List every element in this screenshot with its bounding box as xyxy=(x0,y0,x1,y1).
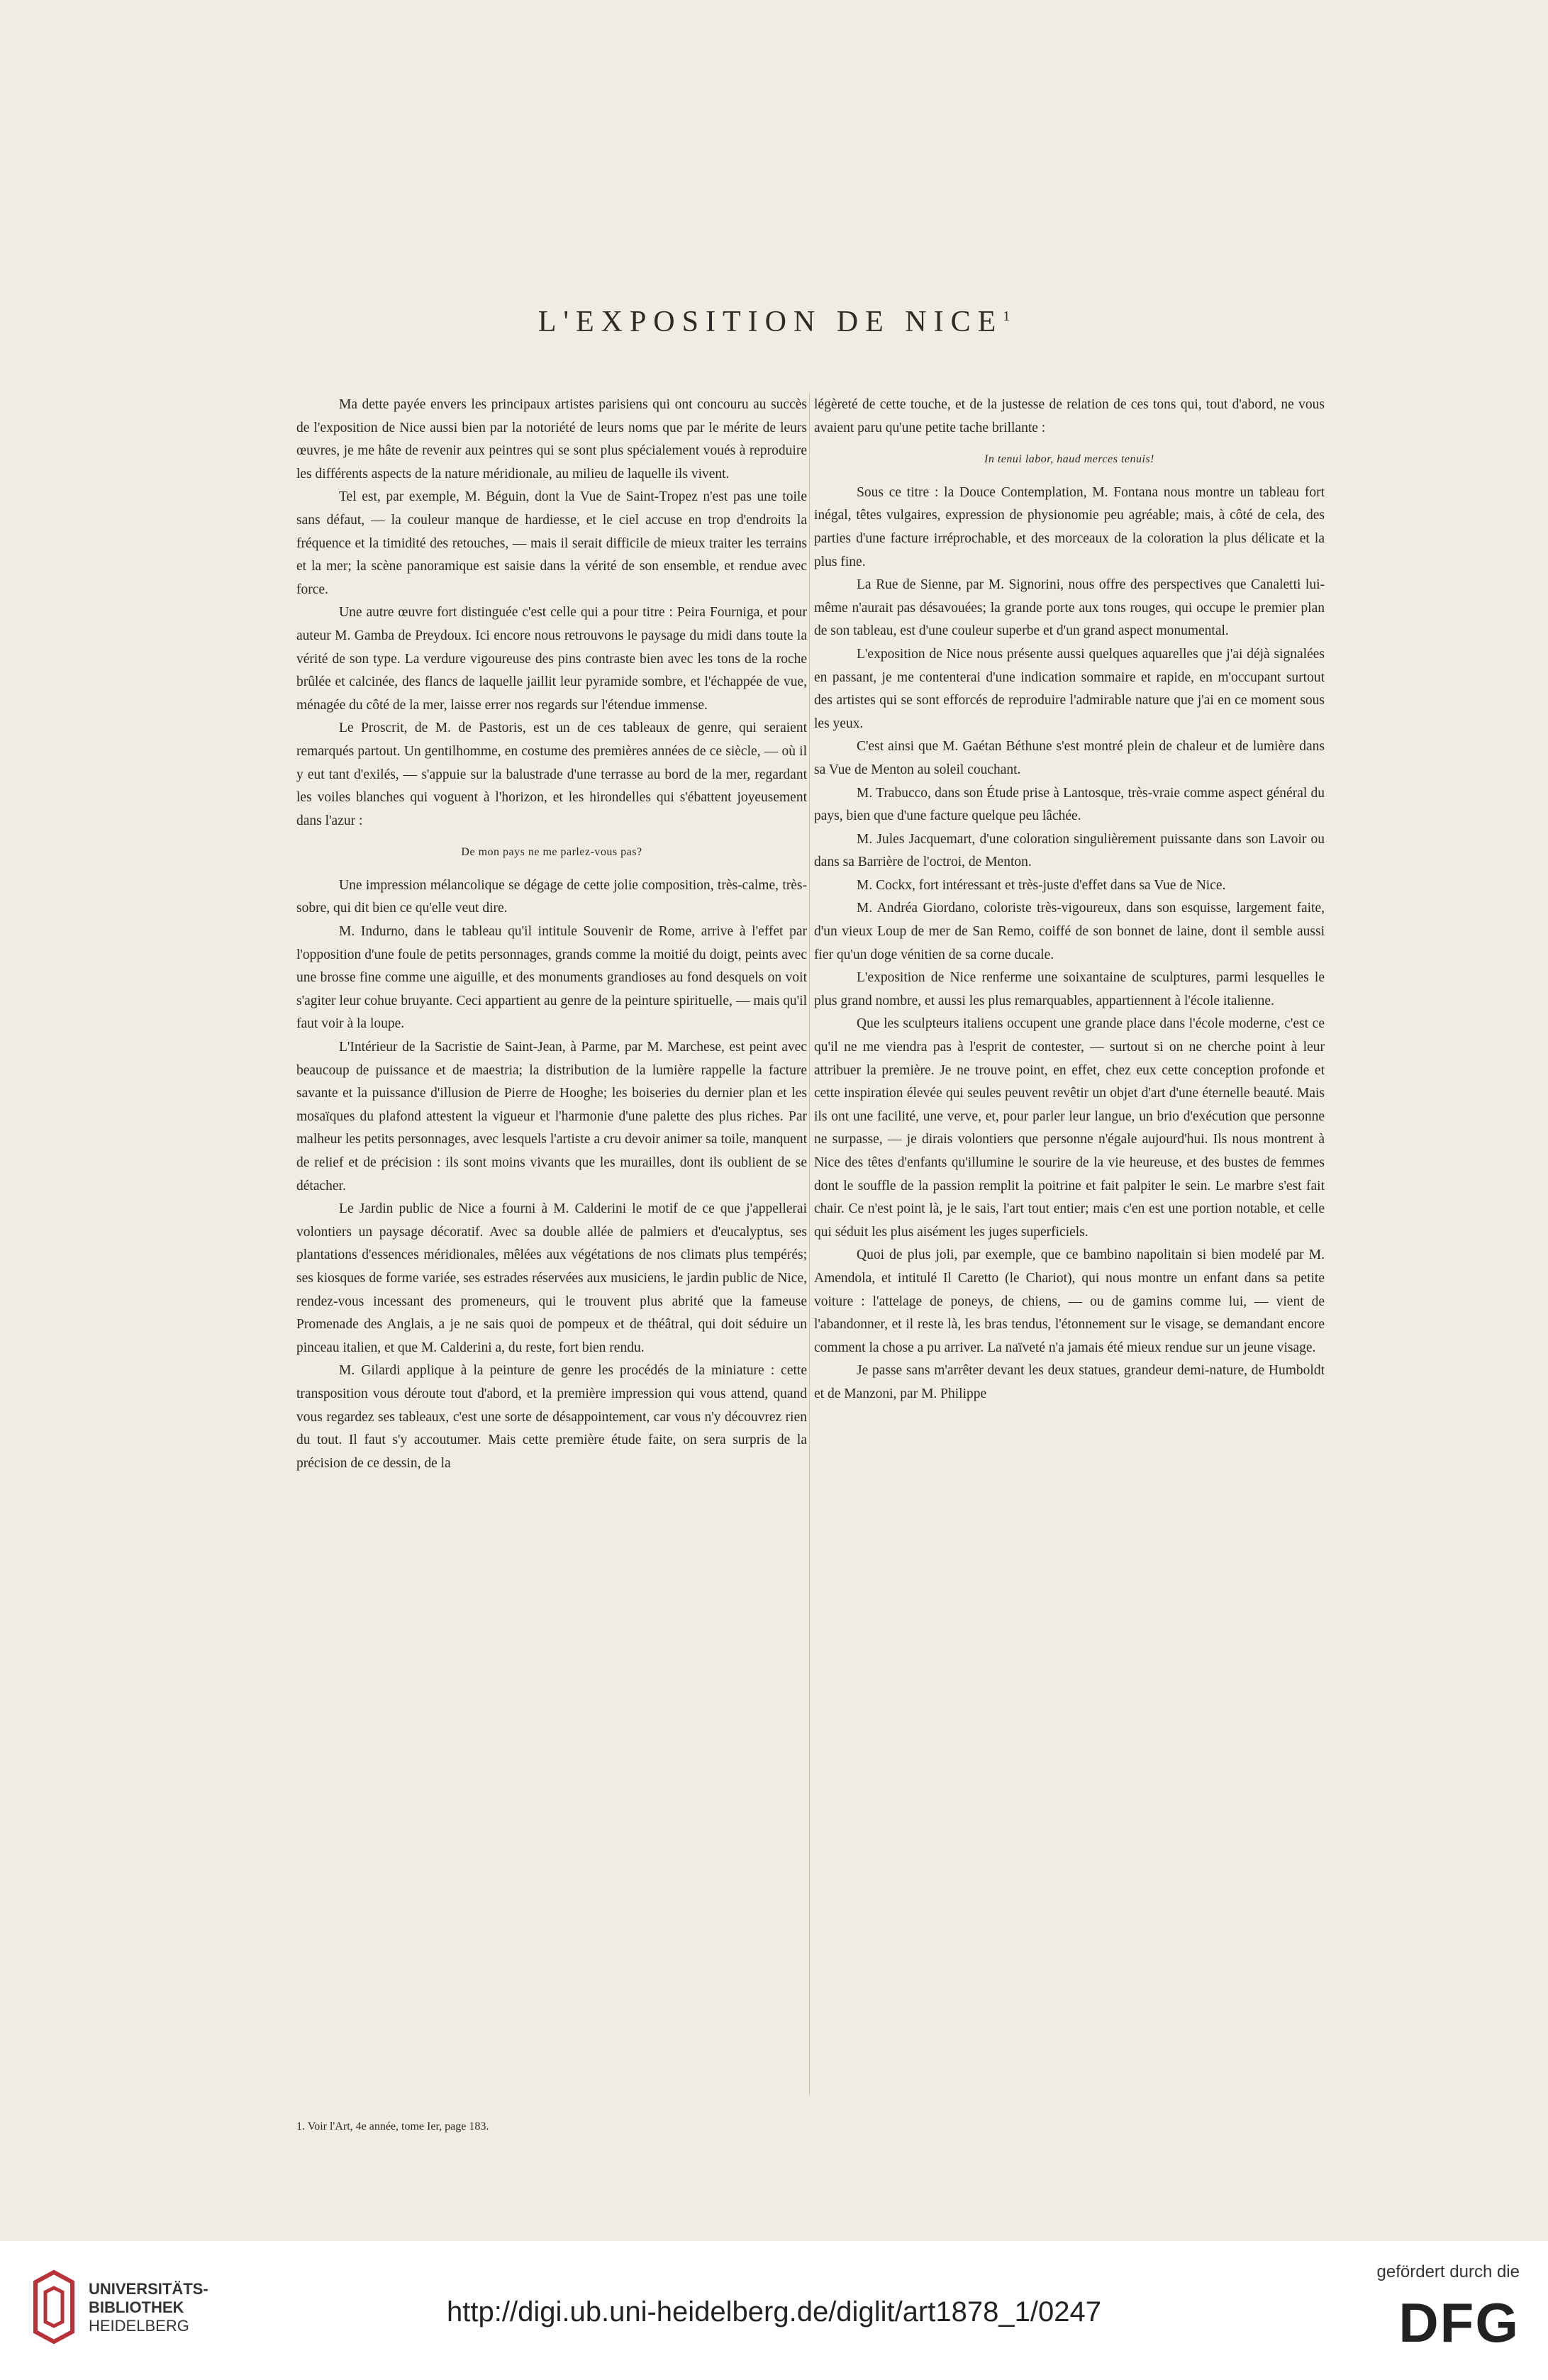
paragraph: L'exposition de Nice renferme une soixantaine de sculptures, parmi lesquelles le plus grand nombre, et aussi les plus remarquables, appartiennent à l'école italienne. xyxy=(814,970,1325,1008)
article-title xyxy=(0,305,1548,339)
library-name-line: UNIVERSITÄTS- xyxy=(89,2280,208,2298)
title-footnote-marker: 1 xyxy=(1003,308,1010,324)
permalink-url[interactable]: http://digi.ub.uni-heidelberg.de/diglit/art1878_1/0247 xyxy=(447,2296,1101,2328)
paragraph: Tel est, par exemple, M. Béguin, dont la Vue de Saint-Tropez n'est pas une toile sans défaut, — la couleur manque de hardiesse, et le ciel accuse en trop d'endroits la fréquence et la timidité des retouches, — mais il serait difficile de mieux traiter les terrains et la mer; la scène panoramique est saisie dans la vérité de son ensemble, et rendue avec force. xyxy=(296,489,807,597)
verse-quote: De mon pays ne me parlez-vous pas? xyxy=(461,846,642,859)
paragraph: L'exposition de Nice nous présente aussi quelques aquarelles que j'ai déjà signalées en passant, je me contenterai d'une indication sommaire et rapide, en m'occupant surtout des artistes qui se sont efforcés de reproduire l'admirable nature que j'ai en ce moment sous les yeux. xyxy=(814,646,1325,731)
paragraph: Une impression mélancolique se dégage de cette jolie composition, très-calme, très-sobre, qui dit bien ce qu'elle veut dire. xyxy=(296,877,807,916)
dfg-logo: DFG xyxy=(1398,2291,1520,2354)
paragraph: M. Indurno, dans le tableau qu'il intitule Souvenir de Rome, arrive à l'effet par l'opposition d'une foule de petits personnages, grands comme la moitié du doigt, peints avec une brosse fine comme une aiguille, et des monuments grandioses au fond desquels on voit s'agiter leur cohue bruyante. Ceci appartient au genre de la peinture spirituelle, — mais qu'il faut voir à la loupe. xyxy=(296,924,807,1032)
paragraph: Sous ce titre : la Douce Contemplation, M. Fontana nous montre un tableau fort inégal, têtes vulgaires, expression de physionomie peu agréable; mais, à côté de cela, des parties d'une facture irréprochable, et des morceaux de la coloration la plus délicate et la plus fine. xyxy=(814,484,1325,569)
paragraph: L'Intérieur de la Sacristie de Saint-Jean, à Parme, par M. Marchese, est peint avec beaucoup de puissance et de maestria; la distribution de la lumière rappelle la facture savante et la puissance d'illusion de Pierre de Hooghe; les boiseries du dernier plan et les mosaïques du plafond attestent la vigueur et l'harmonie d'une palette des plus riches. Par malheur les petits personnages, avec lesquels l'artiste a cru devoir animer sa toile, manquent de relief et de précision : ils sont moins vivants que les murailles, dont ils oublient de se détacher. xyxy=(296,1040,807,1194)
library-name-line: HEIDELBERG xyxy=(89,2317,189,2335)
right-column xyxy=(814,394,1325,1406)
paragraph: Quoi de plus joli, par exemple, que ce bambino napolitain si bien modelé par M. Amendola, et intitulé Il Caretto (le Chariot), qui nous montre un enfant dans sa petite voiture : l'attelage de poneys, de chiens, — ou de gamins comme lui, — vient de l'abandonner, et il reste là, les bras tendus, l'étonnement sur le visage, se demandant encore comment la chose a pu arriver. La naïveté n'a jamais été mieux rendue sur un jeune visage. xyxy=(814,1247,1325,1355)
paragraph: M. Gilardi applique à la peinture de genre les procédés de la miniature : cette transposition vous déroute tout d'abord, et la première impression qui vous attend, quand vous regardez ses tableaux, c'est une sorte de désappointement, car vous n'y découvrez rien du tout. Il faut s'y accoutumer. Mais cette première étude faite, on sera surpris de la précision de ce dessin, de la xyxy=(296,1363,807,1471)
paragraph: M. Andréa Giordano, coloriste très-vigoureux, dans son esquisse, largement faite, d'un vieux Loup de mer de San Remo, coiffé de son bonnet de laine, dont il semble aussi fier qu'un doge vénitien de sa corne ducale. xyxy=(814,901,1325,962)
paragraph: Je passe sans m'arrêter devant les deux statues, grandeur demi-nature, de Humboldt et de Manzoni, par M. Philippe xyxy=(814,1363,1325,1401)
footer-bar xyxy=(0,2241,1548,2380)
article-title-text: L'EXPOSITION DE NICE xyxy=(538,306,1003,338)
library-name-line: BIBLIOTHEK xyxy=(89,2298,184,2316)
column-divider xyxy=(809,394,810,2096)
left-column xyxy=(296,394,807,1475)
paragraph: M. Jules Jacquemart, d'une coloration singulièrement puissante dans son Lavoir ou dans sa Barrière de l'octroi, de Menton. xyxy=(814,831,1325,870)
paragraph: légèreté de cette touche, et de la justesse de relation de ces tons qui, tout d'abord, ne vous avaient paru qu'une petite tache brillante : xyxy=(814,397,1325,435)
funded-by-label: gefördert durch die xyxy=(1376,2262,1520,2281)
paragraph: La Rue de Sienne, par M. Signorini, nous offre des perspectives que Canaletti lui-même n'aurait pas désavouées; la grande porte aux tons rouges, qui occupe le premier plan de son tableau, est d'une couleur superbe et d'un grand aspect monumental. xyxy=(814,577,1325,639)
paragraph: Que les sculpteurs italiens occupent une grande place dans l'école moderne, c'est ce qu'il ne me viendra pas à l'esprit de contester, — surtout si on ne cherche point à leur attribuer la première. Je ne trouve point, en effet, chez eux cette conception profonde et cette inspiration élevée qui seules peuvent revêtir un objet d'art d'une éternelle beauté. Mais ils ont une facilité, une verve, et, pour parler leur langue, un brio d'exécution que personne ne surpasse, — je dirais volontiers que personne n'égale aujourd'hui. Ils nous montrent à Nice des têtes d'enfants qu'illumine le sourire de la vie heureuse, et des bustes de femmes dont le souffle de la passion remplit la poitrine et fait palpiter le sein. Le marbre s'est fait chair. Ce n'est point là, je le sais, l'art tout entier; mais c'en est une portion notable, et celle qui séduit les plus aisément les juges superficiels. xyxy=(814,1016,1325,1240)
paragraph: Le Proscrit, de M. de Pastoris, est un de ces tableaux de genre, qui seraient remarqués partout. Un gentilhomme, en costume des premières années de ce siècle, — où il y eut tant d'exilés, — s'appuie sur la balustrade d'une terrasse au bord de la mer, regardant les voiles blanches qui voguent à l'horizon, et les hirondelles qui s'ébattent joyeusement dans l'azur : xyxy=(296,721,807,828)
latin-quote: In tenui labor, haud merces tenuis! xyxy=(984,453,1154,466)
paragraph: M. Trabucco, dans son Étude prise à Lantosque, très-vraie comme aspect général du pays, bien que d'une facture quelque peu lâchée. xyxy=(814,785,1325,824)
paragraph: Une autre œuvre fort distinguée c'est celle qui a pour titre : Peira Fourniga, et pour auteur M. Gamba de Preydoux. Ici encore nous retrouvons le paysage du midi dans toute la vérité de son type. La verdure vigoureuse des pins contraste bien avec les tons de la roche brûlée et calcinée, des flancs de laquelle jaillit leur pyramide sombre, et l'échappée de vue, ménagée du côté de la mer, laisse errer nos regards sur l'étendue immense. xyxy=(296,605,807,713)
paragraph: Le Jardin public de Nice a fourni à M. Calderini le motif de ce que j'appellerai volontiers un paysage décoratif. Avec sa double allée de palmiers et d'eucalyptus, ses plantations d'essences méridionales, mêlées aux végétations de nos climats plus tempérés; ses kiosques de forme variée, ses estrades réservées aux musiciens, le jardin public de Nice, rendez-vous incessant des promeneurs, qui le trouvent plus abrité que la fameuse Promenade des Anglais, a je ne sais quoi de pompeux et de théâtral, qui doit séduire un pinceau italien, et que M. Calderini a, du reste, fort bien rendu. xyxy=(296,1201,807,1355)
paragraph: C'est ainsi que M. Gaétan Béthune s'est montré plein de chaleur et de lumière dans sa Vue de Menton au soleil couchant. xyxy=(814,739,1325,777)
paragraph: M. Cockx, fort intéressant et très-juste d'effet dans sa Vue de Nice. xyxy=(857,877,1226,893)
footnote: 1. Voir l'Art, 4e année, tome Ier, page 183. xyxy=(296,2120,489,2132)
paragraph: Ma dette payée envers les principaux artistes parisiens qui ont concouru au succès de l'exposition de Nice aussi bien par la notoriété de leurs noms que par le mérite de leurs œuvres, je me hâte de revenir aux peintres qui se sont plus spécialement voués à reproduire les différents aspects de la nature méridionale, au milieu de laquelle ils vivent. xyxy=(296,397,807,482)
